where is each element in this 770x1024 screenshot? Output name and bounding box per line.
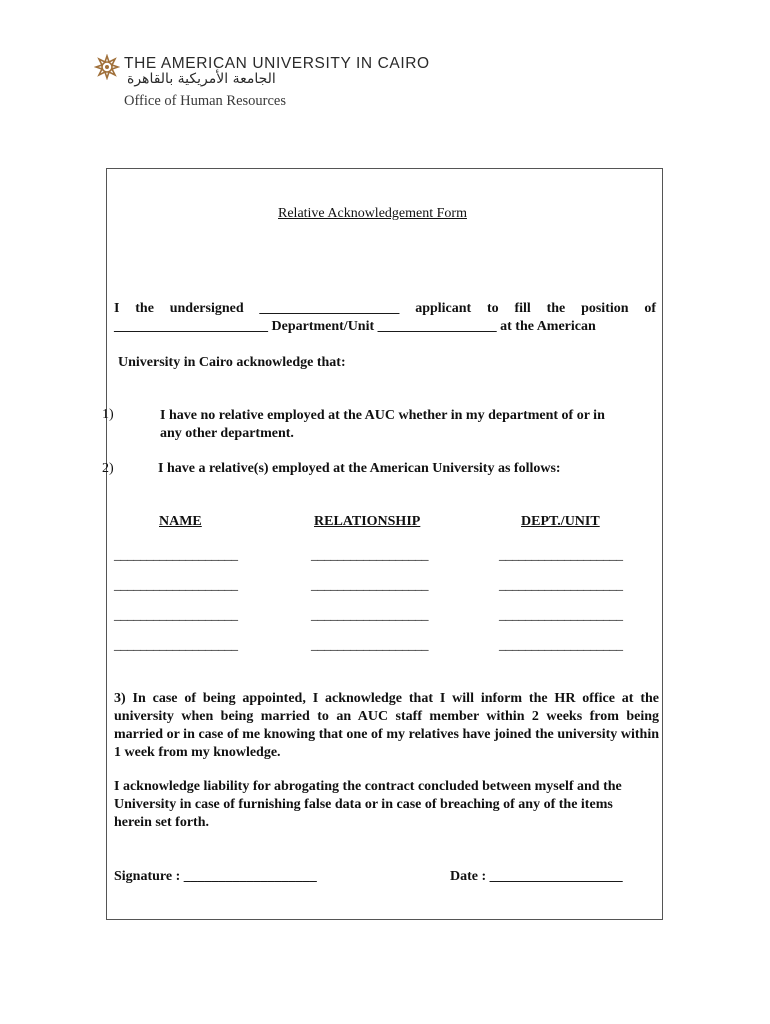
- liability-statement: I acknowledge liability for abrogating the contract concluded between myself and the University in case of furnishing false data or in case of breaching of any of the items herein set forth.: [114, 779, 622, 830]
- acknowledge-statement: University in Cairo acknowledge that:: [118, 355, 346, 370]
- relationship-field-1[interactable]: __________________: [311, 548, 428, 563]
- relationship-field-3[interactable]: __________________: [311, 608, 428, 623]
- name-field-4[interactable]: ___________________: [114, 638, 238, 653]
- relationship-field-4[interactable]: __________________: [311, 638, 428, 653]
- dept-field-3[interactable]: ___________________: [499, 608, 623, 623]
- university-name-en: THE AMERICAN UNIVERSITY IN CAIRO: [124, 55, 430, 72]
- name-field-2[interactable]: ___________________: [114, 578, 238, 593]
- university-name-ar: الجامعة الأمريكية بالقاهرة: [127, 71, 276, 87]
- intro-paragraph: [114, 300, 656, 336]
- dept-field-2[interactable]: ___________________: [499, 578, 623, 593]
- column-header-name: NAME: [159, 514, 202, 529]
- item-3-text: 3) In case of being appointed, I acknowledge that I will inform the HR office at the university when being married to an AUC staff member within 2 weeks from being married or in case of me knowing that one of my relatives have joined the university within 1 week from my knowledge.: [114, 691, 659, 760]
- intro-line-2[interactable]: ______________________ Department/Unit _________________ at the American: [114, 319, 596, 334]
- relationship-field-2[interactable]: __________________: [311, 578, 428, 593]
- dept-field-4[interactable]: ___________________: [499, 638, 623, 653]
- item-2-text: I have a relative(s) employed at the American University as follows:: [158, 461, 561, 476]
- dept-field-1[interactable]: ___________________: [499, 548, 623, 563]
- item-1-number: 1): [102, 407, 114, 422]
- name-field-3[interactable]: ___________________: [114, 608, 238, 623]
- item-2-number: 2): [102, 461, 114, 476]
- column-header-relationship: RELATIONSHIP: [314, 514, 421, 529]
- item-1-text: I have no relative employed at the AUC whether in my department of or in any other department.: [160, 408, 605, 441]
- signature-field[interactable]: Signature : ___________________: [114, 869, 317, 884]
- form-title: Relative Acknowledgement Form: [278, 206, 467, 221]
- name-field-1[interactable]: ___________________: [114, 548, 238, 563]
- office-name: Office of Human Resources: [124, 93, 286, 109]
- column-header-dept-unit: DEPT./UNIT: [521, 514, 600, 529]
- date-field[interactable]: Date : ___________________: [450, 869, 623, 884]
- intro-line-1[interactable]: I the undersigned ____________________ applicant to fill the position of: [114, 301, 656, 316]
- auc-seal-icon: [94, 54, 120, 80]
